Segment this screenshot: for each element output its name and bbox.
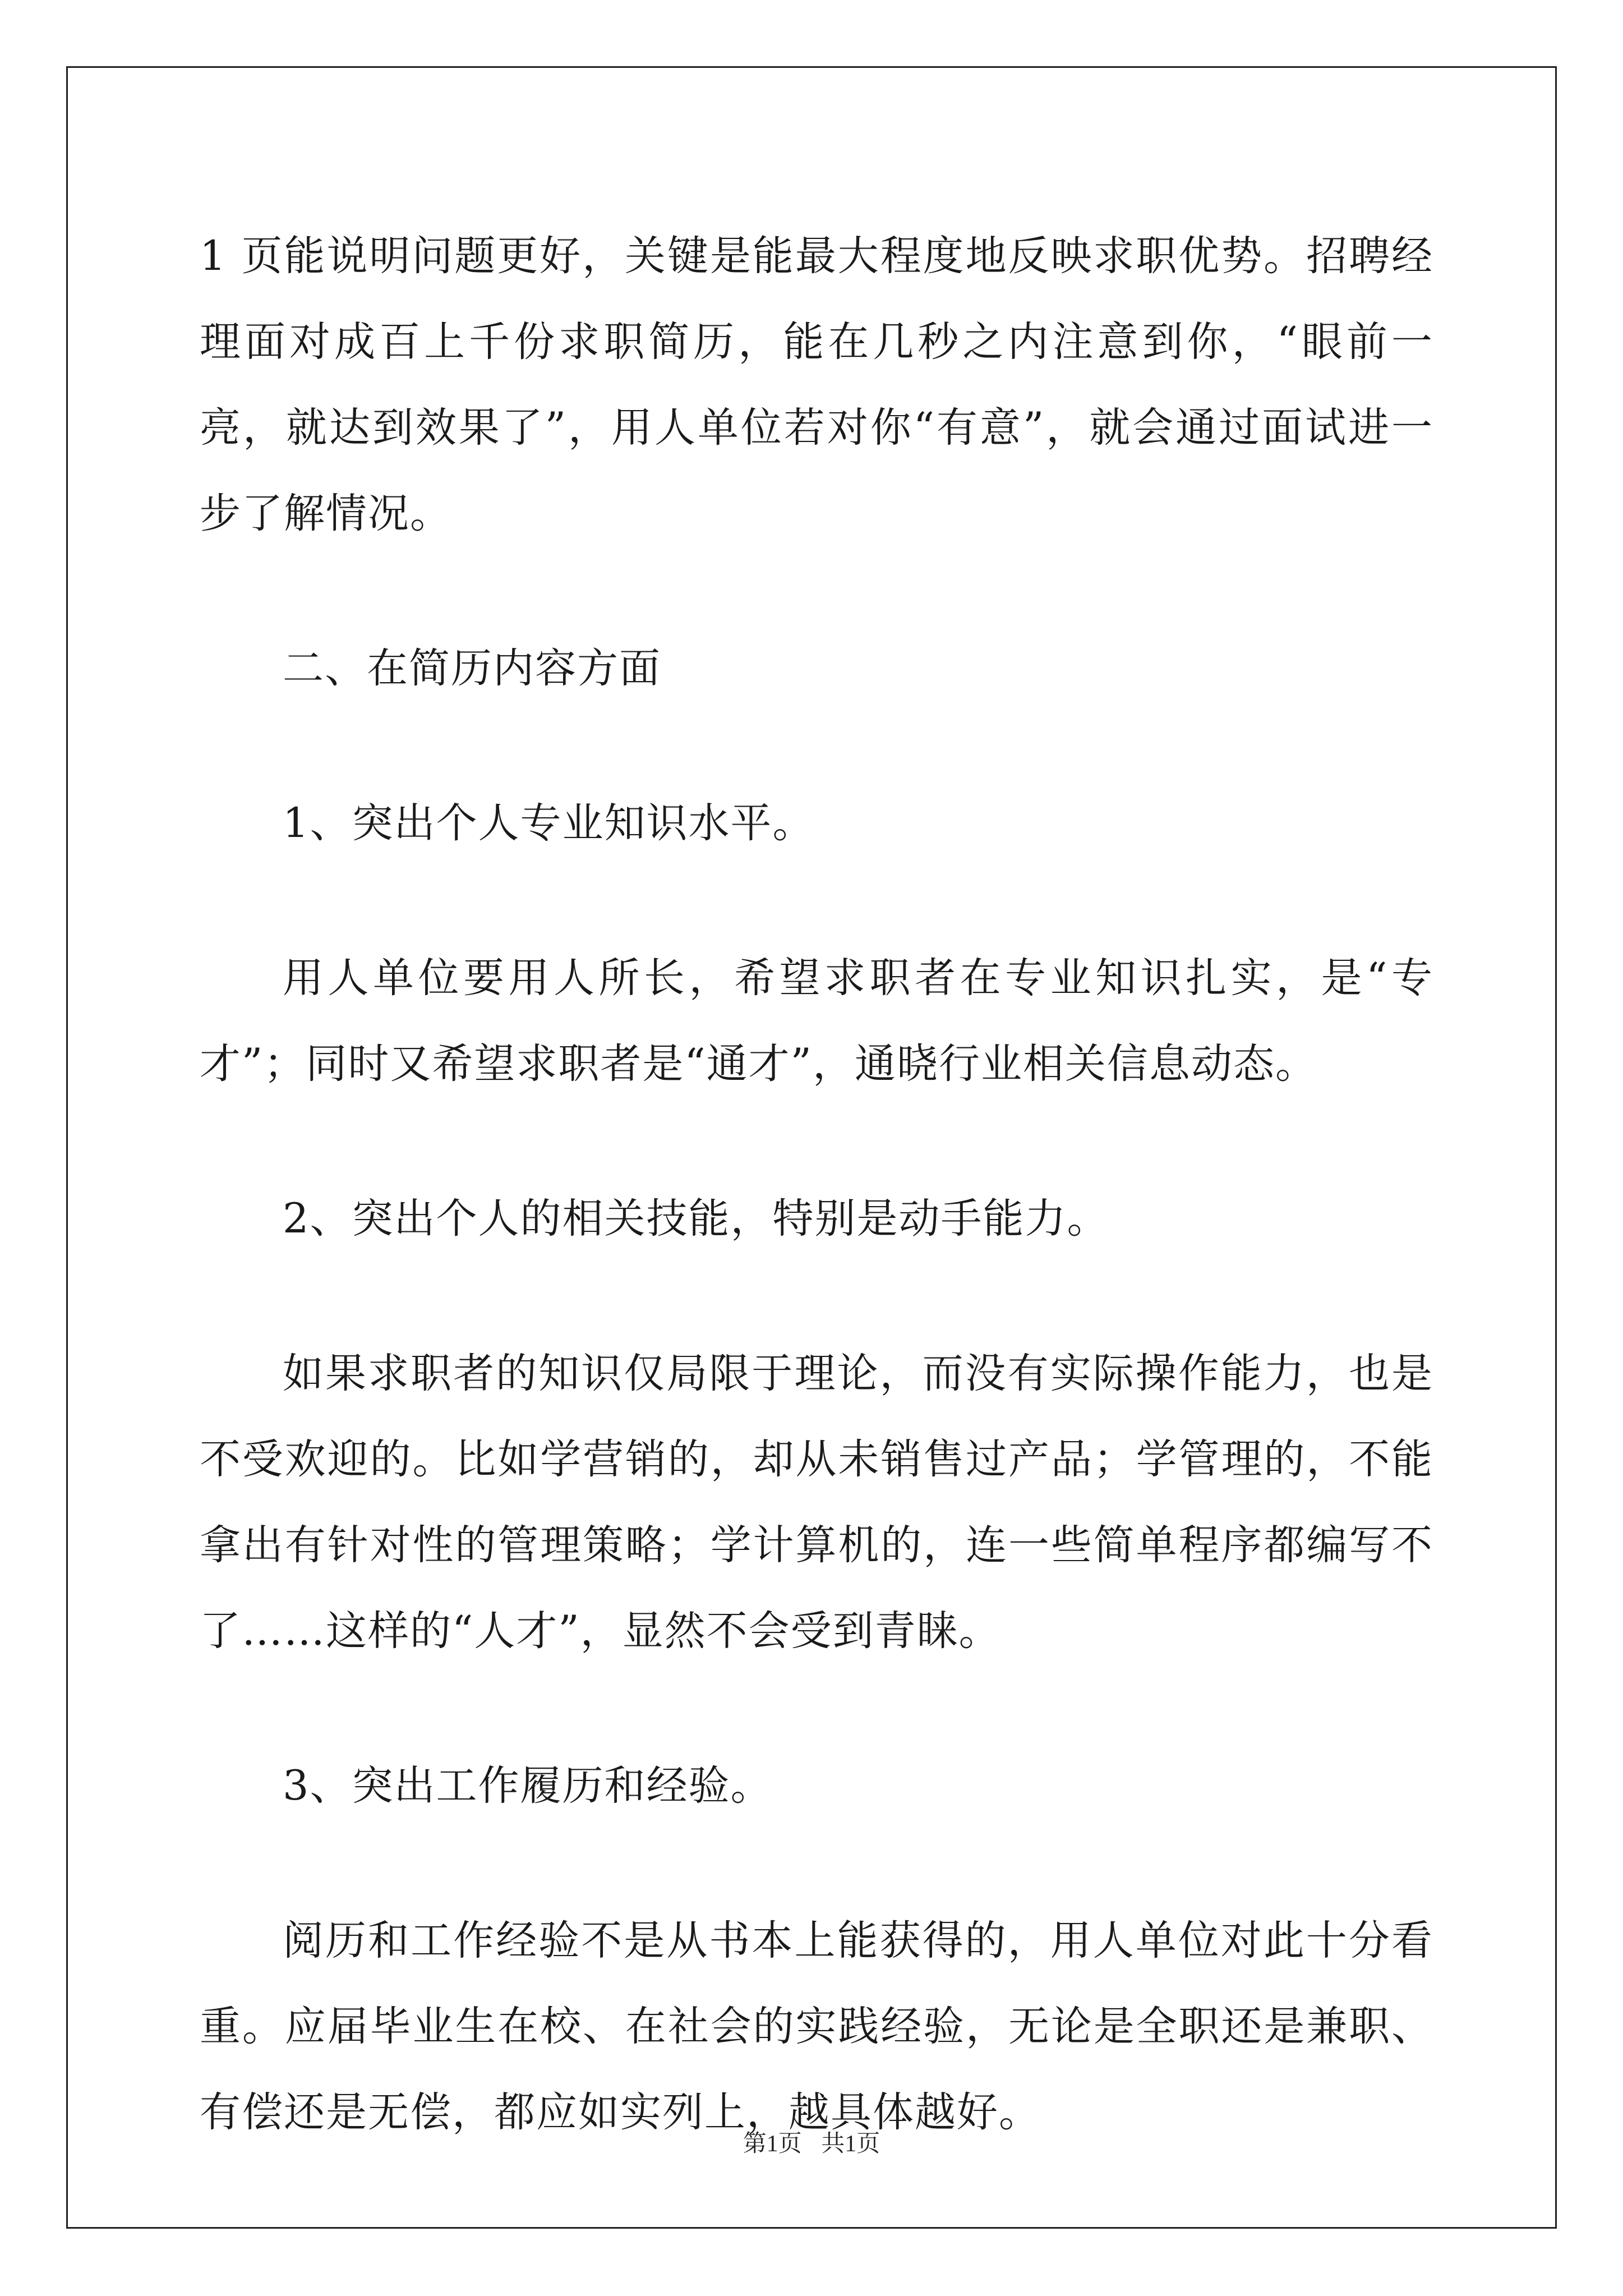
section-heading: 二、在简历内容方面 [283,645,661,692]
paragraph: 1 页能说明问题更好，关键是能最大程度地反映求职优势。招聘经理面对成百上千份求职简历，能在几秒之内注意到你，“眼前一亮，就达到效果了”，用人单位若对你“有意”，就会通过面试进一步了解情况。 [200,232,1433,537]
page-number: 第1页 [743,2131,802,2157]
subheading: 2、突出个人的相关技能，特别是动手能力。 [283,1195,1109,1243]
paragraph: 阅历和工作经验不是从书本上能获得的，用人单位对此十分看重。应届毕业生在校、在社会的实践经验，无论是全职还是兼职、有偿还是无偿，都应如实列上，越具体越好。 [200,1917,1433,2136]
document-body [200,213,1433,2224]
subheading: 3、突出工作履历和经验。 [283,1762,773,1810]
page-total: 共1页 [821,2131,880,2157]
subheading: 1、突出个人专业知识水平。 [283,799,815,847]
paragraph: 如果求职者的知识仅局限于理论，而没有实际操作能力，也是不受欢迎的。比如学营销的，却从未销售过产品；学管理的，不能拿出有针对性的管理策略；学计算机的，连一些简单程序都编写不了……这样的“人才”，显然不会受到青睐。 [200,1350,1433,1655]
paragraph: 用人单位要用人所长，希望求职者在专业知识扎实，是“专才”；同时又希望求职者是“通才”，通晓行业相关信息动态。 [200,954,1433,1088]
page-footer [0,2125,1623,2159]
